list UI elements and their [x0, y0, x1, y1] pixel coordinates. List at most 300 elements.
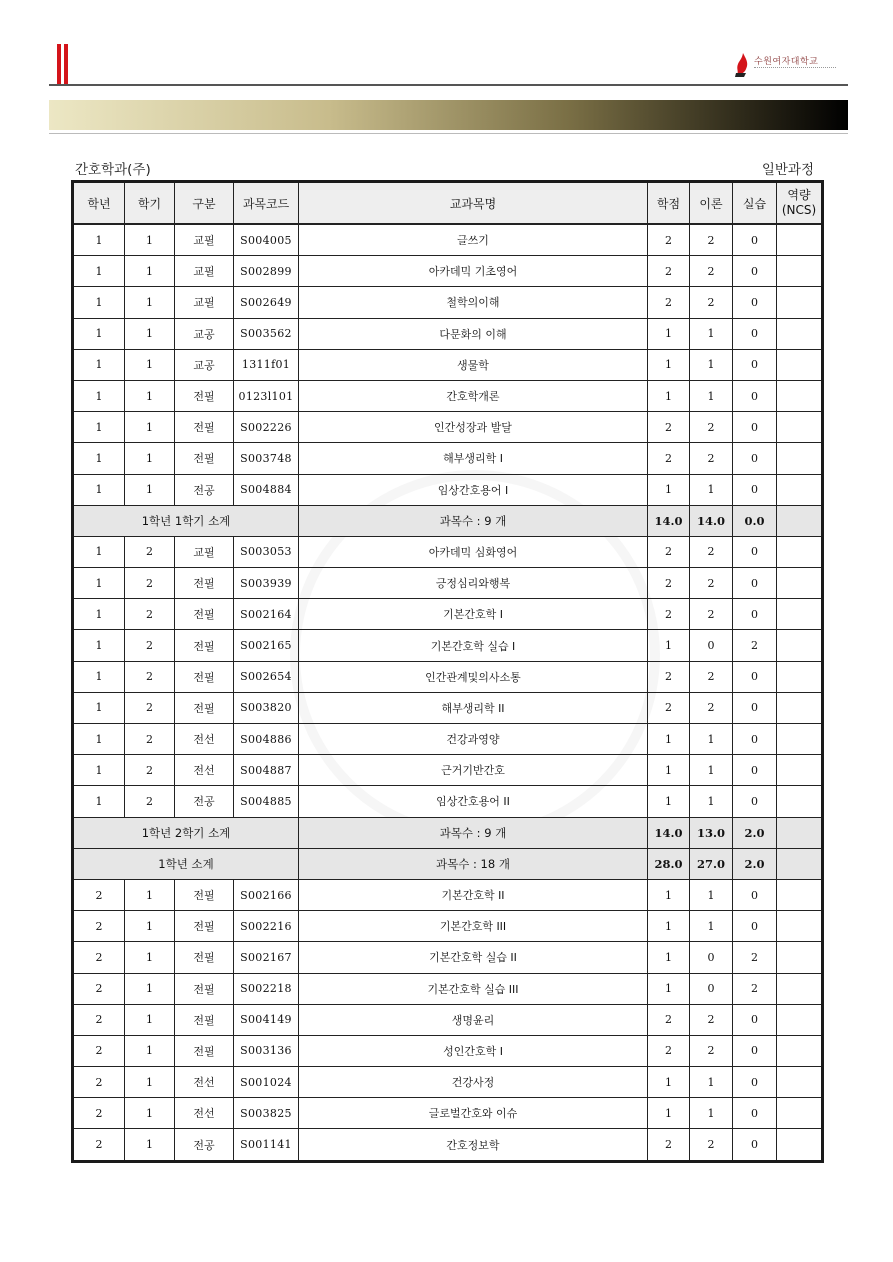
ncs-cell: [777, 1067, 823, 1098]
course-name-cell: 성인간호학 I: [299, 1035, 648, 1066]
year-cell: 1: [73, 630, 125, 661]
credit-cell: 1: [648, 349, 690, 380]
course-name-cell: 임상간호용어 I: [299, 474, 648, 505]
practice-cell: 0: [733, 879, 777, 910]
credit-cell: 1: [648, 380, 690, 411]
practice-cell: 0: [733, 599, 777, 630]
course-code-cell: S004005: [234, 224, 299, 256]
course-code-cell: S002166: [234, 879, 299, 910]
credit-cell: 2: [648, 661, 690, 692]
category-cell: 전필: [175, 1035, 234, 1066]
curriculum-table: [71, 180, 824, 1163]
ncs-cell: [777, 692, 823, 723]
practice-cell: 0: [733, 474, 777, 505]
year-cell: 1: [73, 224, 125, 256]
course-name-cell: 기본간호학 III: [299, 911, 648, 942]
course-name-cell: 기본간호학 실습 III: [299, 973, 648, 1004]
course-code-cell: S001141: [234, 1129, 299, 1161]
year-cell: 2: [73, 1067, 125, 1098]
course-name-cell: 아카데믹 심화영어: [299, 536, 648, 567]
table-row: [73, 443, 823, 474]
subtotal-row: [73, 848, 823, 879]
year-cell: 1: [73, 568, 125, 599]
course-type-label: 일반과정: [761, 162, 814, 178]
table-body: [73, 224, 823, 1161]
year-cell: 2: [73, 1098, 125, 1129]
course-name-cell: 생물학: [299, 349, 648, 380]
year-cell: 1: [73, 412, 125, 443]
semester-cell: 1: [125, 287, 175, 318]
semester-cell: 1: [125, 412, 175, 443]
theory-cell: 2: [690, 256, 733, 287]
year-cell: 1: [73, 786, 125, 817]
year-cell: 1: [73, 724, 125, 755]
theory-cell: 1: [690, 380, 733, 411]
year-cell: 1: [73, 474, 125, 505]
course-code-cell: S004887: [234, 755, 299, 786]
semester-cell: 2: [125, 724, 175, 755]
semester-cell: 1: [125, 474, 175, 505]
theory-cell: 2: [690, 599, 733, 630]
theory-cell: 2: [690, 692, 733, 723]
credit-cell: 1: [648, 786, 690, 817]
course-name-cell: 아카데믹 기초영어: [299, 256, 648, 287]
category-cell: 전필: [175, 599, 234, 630]
year-cell: 1: [73, 599, 125, 630]
practice-cell: 0: [733, 1098, 777, 1129]
theory-cell: 1: [690, 349, 733, 380]
course-name-cell: 해부생리학 I: [299, 443, 648, 474]
red-accent-bar: [57, 44, 61, 84]
ncs-cell: [777, 1035, 823, 1066]
subtotal-theory: 13.0: [690, 817, 733, 848]
table-row: [73, 1004, 823, 1035]
table-row: [73, 474, 823, 505]
year-cell: 1: [73, 755, 125, 786]
semester-cell: 2: [125, 692, 175, 723]
ncs-cell: [777, 318, 823, 349]
ncs-cell: [777, 661, 823, 692]
practice-cell: 0: [733, 1004, 777, 1035]
semester-cell: 1: [125, 443, 175, 474]
credit-cell: 2: [648, 287, 690, 318]
practice-cell: 0: [733, 318, 777, 349]
theory-cell: 2: [690, 1004, 733, 1035]
subtotal-label: 1학년 2학기 소계: [73, 817, 299, 848]
table-row: [73, 349, 823, 380]
category-cell: 전선: [175, 724, 234, 755]
table-row: [73, 318, 823, 349]
ncs-cell: [777, 1098, 823, 1129]
table-row: [73, 942, 823, 973]
category-cell: 전선: [175, 755, 234, 786]
course-name-cell: 글로벌간호와 이슈: [299, 1098, 648, 1129]
theory-cell: 2: [690, 536, 733, 567]
credit-cell: 2: [648, 1129, 690, 1161]
subtotal-practice: 2.0: [733, 848, 777, 879]
practice-cell: 0: [733, 755, 777, 786]
course-code-cell: S003562: [234, 318, 299, 349]
subtotal-theory: 27.0: [690, 848, 733, 879]
course-code-cell: S003053: [234, 536, 299, 567]
table-row: [73, 1067, 823, 1098]
theory-cell: 1: [690, 724, 733, 755]
credit-cell: 1: [648, 973, 690, 1004]
subtotal-row: [73, 817, 823, 848]
category-cell: 전필: [175, 692, 234, 723]
category-cell: 전공: [175, 786, 234, 817]
table-row: [73, 1129, 823, 1161]
table-row: [73, 599, 823, 630]
ncs-cell: [777, 287, 823, 318]
col-header-code: 과목코드: [234, 182, 299, 225]
year-cell: 2: [73, 1035, 125, 1066]
table-row: [73, 724, 823, 755]
course-code-cell: S004886: [234, 724, 299, 755]
ncs-cell: [777, 755, 823, 786]
course-code-cell: S003136: [234, 1035, 299, 1066]
credit-cell: 1: [648, 755, 690, 786]
theory-cell: 2: [690, 1129, 733, 1161]
category-cell: 전필: [175, 911, 234, 942]
subtotal-theory: 14.0: [690, 505, 733, 536]
category-cell: 전필: [175, 412, 234, 443]
category-cell: 전필: [175, 661, 234, 692]
semester-cell: 2: [125, 599, 175, 630]
subtotal-course-count: 과목수 : 9 개: [299, 505, 648, 536]
year-cell: 2: [73, 879, 125, 910]
theory-cell: 0: [690, 973, 733, 1004]
course-code-cell: S002226: [234, 412, 299, 443]
credit-cell: 2: [648, 692, 690, 723]
course-code-cell: S002899: [234, 256, 299, 287]
course-code-cell: S002164: [234, 599, 299, 630]
year-cell: 2: [73, 1129, 125, 1161]
practice-cell: 0: [733, 380, 777, 411]
theory-cell: 1: [690, 318, 733, 349]
category-cell: 전필: [175, 1004, 234, 1035]
category-cell: 교필: [175, 536, 234, 567]
course-code-cell: S003820: [234, 692, 299, 723]
year-cell: 1: [73, 661, 125, 692]
year-cell: 1: [73, 256, 125, 287]
theory-cell: 1: [690, 755, 733, 786]
practice-cell: 0: [733, 692, 777, 723]
table-row: [73, 661, 823, 692]
table-row: [73, 536, 823, 567]
category-cell: 전필: [175, 942, 234, 973]
category-cell: 전필: [175, 973, 234, 1004]
year-cell: 2: [73, 911, 125, 942]
course-code-cell: S003939: [234, 568, 299, 599]
practice-cell: 0: [733, 568, 777, 599]
semester-cell: 1: [125, 224, 175, 256]
ncs-cell: [777, 630, 823, 661]
ncs-cell: [777, 848, 823, 879]
semester-cell: 2: [125, 630, 175, 661]
credit-cell: 2: [648, 224, 690, 256]
credit-cell: 1: [648, 879, 690, 910]
credit-cell: 2: [648, 443, 690, 474]
theory-cell: 1: [690, 474, 733, 505]
col-header-ncs: 역량 (NCS): [777, 182, 823, 225]
table-row: [73, 630, 823, 661]
category-cell: 교필: [175, 287, 234, 318]
year-cell: 2: [73, 1004, 125, 1035]
course-name-cell: 근거기반간호: [299, 755, 648, 786]
gradient-banner: [49, 100, 848, 130]
course-name-cell: 다문화의 이해: [299, 318, 648, 349]
table-row: [73, 568, 823, 599]
category-cell: 전필: [175, 380, 234, 411]
semester-cell: 2: [125, 786, 175, 817]
theory-cell: 1: [690, 1098, 733, 1129]
credit-cell: 2: [648, 568, 690, 599]
col-header-semester: 학기: [125, 182, 175, 225]
category-cell: 교필: [175, 224, 234, 256]
course-code-cell: S004149: [234, 1004, 299, 1035]
ncs-cell: [777, 536, 823, 567]
semester-cell: 1: [125, 879, 175, 910]
ncs-cell: [777, 786, 823, 817]
category-cell: 전선: [175, 1098, 234, 1129]
semester-cell: 1: [125, 256, 175, 287]
course-name-cell: 인간성장과 발달: [299, 412, 648, 443]
course-code-cell: S004885: [234, 786, 299, 817]
ncs-cell: [777, 474, 823, 505]
credit-cell: 1: [648, 474, 690, 505]
logo-text: 수원여자대학교: [754, 57, 819, 67]
subtotal-label: 1학년 1학기 소계: [73, 505, 299, 536]
ncs-cell: [777, 412, 823, 443]
subtotal-course-count: 과목수 : 18 개: [299, 848, 648, 879]
table-header-row: [73, 182, 823, 225]
course-code-cell: S003748: [234, 443, 299, 474]
credit-cell: 2: [648, 1004, 690, 1035]
ncs-cell: [777, 505, 823, 536]
course-code-cell: S002649: [234, 287, 299, 318]
semester-cell: 1: [125, 1129, 175, 1161]
ncs-cell: [777, 942, 823, 973]
semester-cell: 2: [125, 568, 175, 599]
practice-cell: 0: [733, 412, 777, 443]
table-row: [73, 755, 823, 786]
practice-cell: 0: [733, 349, 777, 380]
practice-cell: 0: [733, 224, 777, 256]
course-name-cell: 기본간호학 실습 I: [299, 630, 648, 661]
theory-cell: 2: [690, 1035, 733, 1066]
ncs-cell: [777, 224, 823, 256]
subtotal-practice: 0.0: [733, 505, 777, 536]
practice-cell: 0: [733, 1067, 777, 1098]
category-cell: 전필: [175, 630, 234, 661]
semester-cell: 2: [125, 661, 175, 692]
category-cell: 전선: [175, 1067, 234, 1098]
red-accent-bar: [64, 44, 68, 84]
practice-cell: 2: [733, 630, 777, 661]
category-cell: 교공: [175, 318, 234, 349]
credit-cell: 1: [648, 911, 690, 942]
practice-cell: 0: [733, 256, 777, 287]
practice-cell: 0: [733, 786, 777, 817]
semester-cell: 1: [125, 1098, 175, 1129]
course-code-cell: S002216: [234, 911, 299, 942]
practice-cell: 2: [733, 973, 777, 1004]
ncs-cell: [777, 879, 823, 910]
theory-cell: 1: [690, 879, 733, 910]
subtotal-practice: 2.0: [733, 817, 777, 848]
credit-cell: 1: [648, 630, 690, 661]
ncs-cell: [777, 568, 823, 599]
course-code-cell: S002167: [234, 942, 299, 973]
theory-cell: 2: [690, 661, 733, 692]
year-cell: 1: [73, 287, 125, 318]
theory-cell: 1: [690, 786, 733, 817]
year-cell: 2: [73, 973, 125, 1004]
col-header-practice: 실습: [733, 182, 777, 225]
course-code-cell: S002654: [234, 661, 299, 692]
department-title: 간호학과(주): [75, 162, 151, 178]
banner-rule: [49, 133, 848, 134]
semester-cell: 1: [125, 1067, 175, 1098]
course-name-cell: 기본간호학 실습 II: [299, 942, 648, 973]
category-cell: 전공: [175, 474, 234, 505]
course-name-cell: 기본간호학 II: [299, 879, 648, 910]
credit-cell: 1: [648, 318, 690, 349]
course-name-cell: 철학의이해: [299, 287, 648, 318]
practice-cell: 0: [733, 287, 777, 318]
practice-cell: 0: [733, 724, 777, 755]
header-rule: [49, 84, 848, 86]
course-code-cell: S003825: [234, 1098, 299, 1129]
ncs-cell: [777, 256, 823, 287]
year-cell: 1: [73, 349, 125, 380]
table-row: [73, 786, 823, 817]
credit-cell: 2: [648, 412, 690, 443]
course-code-cell: 0123l101: [234, 380, 299, 411]
year-cell: 1: [73, 443, 125, 474]
year-cell: 1: [73, 536, 125, 567]
semester-cell: 1: [125, 1004, 175, 1035]
course-code-cell: S001024: [234, 1067, 299, 1098]
course-code-cell: S002218: [234, 973, 299, 1004]
course-name-cell: 간호정보학: [299, 1129, 648, 1161]
course-name-cell: 건강사정: [299, 1067, 648, 1098]
theory-cell: 1: [690, 1067, 733, 1098]
subtotal-row: [73, 505, 823, 536]
practice-cell: 0: [733, 1129, 777, 1161]
ncs-cell: [777, 380, 823, 411]
table-row: [73, 412, 823, 443]
practice-cell: 0: [733, 536, 777, 567]
semester-cell: 1: [125, 349, 175, 380]
ncs-cell: [777, 443, 823, 474]
university-logo: [734, 50, 838, 80]
credit-cell: 1: [648, 942, 690, 973]
theory-cell: 2: [690, 443, 733, 474]
course-name-cell: 해부생리학 II: [299, 692, 648, 723]
credit-cell: 1: [648, 724, 690, 755]
ncs-cell: [777, 349, 823, 380]
category-cell: 전필: [175, 879, 234, 910]
semester-cell: 1: [125, 973, 175, 1004]
category-cell: 교필: [175, 256, 234, 287]
year-cell: 1: [73, 318, 125, 349]
semester-cell: 1: [125, 1035, 175, 1066]
subtotal-credit: 28.0: [648, 848, 690, 879]
theory-cell: 2: [690, 287, 733, 318]
semester-cell: 1: [125, 318, 175, 349]
course-name-cell: 인간관계및의사소통: [299, 661, 648, 692]
subtotal-credit: 14.0: [648, 505, 690, 536]
theory-cell: 0: [690, 942, 733, 973]
credit-cell: 2: [648, 1035, 690, 1066]
ncs-cell: [777, 724, 823, 755]
table-row: [73, 380, 823, 411]
subtotal-course-count: 과목수 : 9 개: [299, 817, 648, 848]
table-row: [73, 911, 823, 942]
course-name-cell: 글쓰기: [299, 224, 648, 256]
col-header-theory: 이론: [690, 182, 733, 225]
theory-cell: 2: [690, 224, 733, 256]
table-row: [73, 692, 823, 723]
practice-cell: 0: [733, 661, 777, 692]
col-header-category: 구분: [175, 182, 234, 225]
semester-cell: 1: [125, 380, 175, 411]
table-row: [73, 256, 823, 287]
course-name-cell: 건강과영양: [299, 724, 648, 755]
category-cell: 전공: [175, 1129, 234, 1161]
ncs-cell: [777, 599, 823, 630]
credit-cell: 2: [648, 256, 690, 287]
practice-cell: 0: [733, 443, 777, 474]
credit-cell: 2: [648, 536, 690, 567]
credit-cell: 1: [648, 1067, 690, 1098]
ncs-cell: [777, 911, 823, 942]
course-name-cell: 긍정심리와행복: [299, 568, 648, 599]
ncs-cell: [777, 1004, 823, 1035]
course-name-cell: 생명윤리: [299, 1004, 648, 1035]
col-header-course-name: 교과목명: [299, 182, 648, 225]
table-row: [73, 1098, 823, 1129]
theory-cell: 2: [690, 568, 733, 599]
practice-cell: 0: [733, 1035, 777, 1066]
table-row: [73, 973, 823, 1004]
semester-cell: 2: [125, 536, 175, 567]
credit-cell: 1: [648, 1098, 690, 1129]
col-header-credit: 학점: [648, 182, 690, 225]
table-row: [73, 879, 823, 910]
year-cell: 1: [73, 380, 125, 411]
course-name-cell: 기본간호학 I: [299, 599, 648, 630]
theory-cell: 0: [690, 630, 733, 661]
year-cell: 2: [73, 942, 125, 973]
table-row: [73, 1035, 823, 1066]
table-row: [73, 224, 823, 256]
col-header-year: 학년: [73, 182, 125, 225]
logo-subtext-line: [754, 67, 836, 70]
credit-cell: 2: [648, 599, 690, 630]
course-code-cell: 1311f01: [234, 349, 299, 380]
category-cell: 전필: [175, 443, 234, 474]
theory-cell: 2: [690, 412, 733, 443]
flame-logo-icon: [734, 53, 750, 77]
semester-cell: 2: [125, 755, 175, 786]
subtotal-label: 1학년 소계: [73, 848, 299, 879]
table-row: [73, 287, 823, 318]
practice-cell: 2: [733, 942, 777, 973]
category-cell: 전필: [175, 568, 234, 599]
